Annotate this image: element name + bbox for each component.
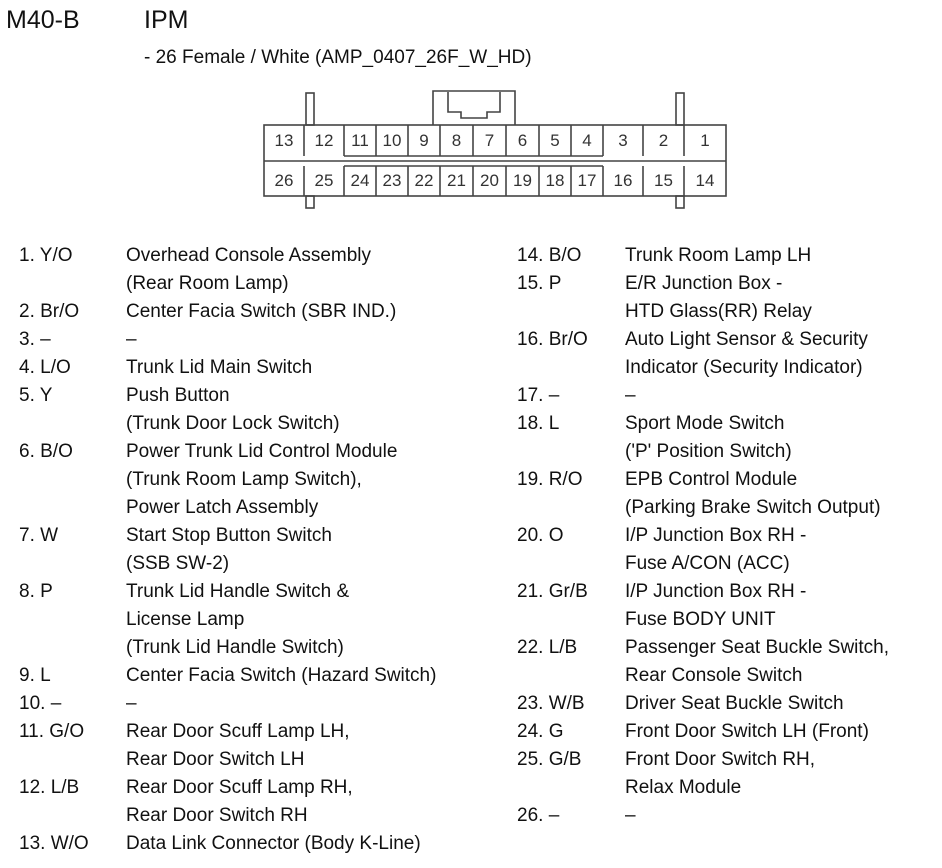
pin-entry bbox=[19, 522, 436, 578]
pin-label: 20. O bbox=[517, 525, 564, 546]
pin-entry bbox=[19, 690, 436, 718]
pin-label: 8. P bbox=[19, 581, 53, 602]
pin-number: 7 bbox=[484, 131, 495, 150]
pin-number: 18 bbox=[545, 171, 565, 190]
pin-label: 2. Br/O bbox=[19, 301, 80, 322]
connector-key-inner bbox=[448, 92, 500, 118]
pin-number: 2 bbox=[658, 131, 669, 150]
pin-entry bbox=[19, 830, 436, 858]
pin-number: 9 bbox=[419, 131, 429, 150]
pin-description bbox=[126, 438, 397, 522]
pin-description bbox=[126, 522, 332, 578]
pin-label: 9. L bbox=[19, 665, 51, 686]
pin-entry bbox=[19, 298, 436, 326]
description-line: HTD Glass(RR) Relay bbox=[625, 301, 812, 322]
pin-description bbox=[625, 802, 636, 830]
pin-label: 16. Br/O bbox=[517, 329, 588, 350]
description-line: Auto Light Sensor & Security bbox=[625, 329, 868, 350]
pin-number: 26 bbox=[274, 171, 294, 190]
pin-number: 22 bbox=[414, 171, 434, 190]
pin-description bbox=[126, 578, 349, 662]
pin-entry bbox=[19, 326, 436, 354]
pin-number: 16 bbox=[613, 171, 633, 190]
description-line: Rear Console Switch bbox=[625, 665, 803, 686]
pin-entry bbox=[517, 634, 889, 690]
pin-entry bbox=[517, 522, 889, 578]
pin-label: 25. G/B bbox=[517, 749, 582, 770]
left-latch bbox=[306, 93, 314, 125]
description-line: E/R Junction Box - bbox=[625, 273, 783, 294]
connector-subtitle: - 26 Female / White (AMP_0407_26F_W_HD) bbox=[144, 47, 532, 68]
pin-label: 7. W bbox=[19, 525, 59, 546]
description-line: – bbox=[126, 693, 137, 714]
pin-number: 20 bbox=[480, 171, 499, 190]
description-line: (Trunk Door Lock Switch) bbox=[126, 413, 340, 434]
description-line: Sport Mode Switch bbox=[625, 413, 785, 434]
pin-description bbox=[625, 522, 806, 578]
pin-label: 17. – bbox=[517, 385, 560, 406]
pin-label: 26. – bbox=[517, 805, 560, 826]
pin-label: 12. L/B bbox=[19, 777, 80, 798]
left-latch-bottom bbox=[306, 196, 314, 208]
pin-label: 23. W/B bbox=[517, 693, 585, 714]
pin-description bbox=[625, 242, 811, 270]
pin-entry bbox=[517, 746, 889, 802]
connector-diagram bbox=[0, 0, 942, 240]
pin-description bbox=[126, 326, 137, 354]
description-line: Trunk Room Lamp LH bbox=[625, 245, 812, 266]
description-line: Front Door Switch RH, bbox=[625, 749, 816, 770]
pin-entry bbox=[19, 578, 436, 662]
description-line: Center Facia Switch (SBR IND.) bbox=[126, 301, 397, 322]
right-latch-bottom bbox=[676, 196, 684, 208]
pin-entry bbox=[517, 690, 889, 718]
description-line: Push Button bbox=[126, 385, 230, 406]
pin-entry bbox=[517, 382, 889, 410]
description-line: Start Stop Button Switch bbox=[126, 525, 332, 546]
pin-number: 23 bbox=[382, 171, 402, 190]
pin-description bbox=[126, 298, 396, 326]
description-line: Fuse BODY UNIT bbox=[625, 609, 776, 630]
description-line: I/P Junction Box RH - bbox=[625, 581, 807, 602]
pin-number: 4 bbox=[582, 131, 592, 150]
pin-description bbox=[625, 746, 815, 802]
description-line: (Trunk Lid Handle Switch) bbox=[126, 637, 344, 658]
pin-entry bbox=[19, 382, 436, 438]
pin-number: 11 bbox=[351, 131, 369, 150]
pin-description bbox=[126, 830, 421, 858]
description-line: Trunk Lid Handle Switch & bbox=[126, 581, 350, 602]
pin-description bbox=[126, 662, 436, 690]
description-line: Rear Door Scuff Lamp LH, bbox=[126, 721, 350, 742]
pin-number: 12 bbox=[314, 131, 334, 150]
description-line: Overhead Console Assembly bbox=[126, 245, 372, 266]
pin-description bbox=[625, 270, 812, 326]
description-line: I/P Junction Box RH - bbox=[625, 525, 807, 546]
pin-description bbox=[625, 326, 868, 382]
pin-description bbox=[126, 774, 353, 830]
description-line: – bbox=[126, 329, 137, 350]
pin-number: 10 bbox=[382, 131, 402, 150]
description-line: ('P' Position Switch) bbox=[625, 441, 792, 462]
pin-description bbox=[625, 690, 844, 718]
component-title: IPM bbox=[144, 6, 189, 34]
description-line: (Trunk Room Lamp Switch), bbox=[126, 469, 362, 490]
pin-description bbox=[625, 382, 636, 410]
pin-entry bbox=[517, 270, 889, 326]
description-line: Indicator (Security Indicator) bbox=[625, 357, 863, 378]
pin-label: 11. G/O bbox=[19, 721, 85, 742]
description-line: Rear Door Scuff Lamp RH, bbox=[126, 777, 353, 798]
pin-label: 14. B/O bbox=[517, 245, 582, 266]
pin-entry bbox=[19, 662, 436, 690]
description-line: Center Facia Switch (Hazard Switch) bbox=[126, 665, 437, 686]
description-line: Relax Module bbox=[625, 777, 742, 798]
description-line: (SSB SW-2) bbox=[126, 553, 230, 574]
description-line: (Parking Brake Switch Output) bbox=[625, 497, 881, 518]
description-line: License Lamp bbox=[126, 609, 245, 630]
pin-label: 5. Y bbox=[19, 385, 53, 406]
pin-description bbox=[126, 242, 371, 298]
description-line: Rear Door Switch LH bbox=[126, 749, 305, 770]
pin-label: 4. L/O bbox=[19, 357, 71, 378]
pin-description bbox=[126, 354, 312, 382]
pin-entry bbox=[517, 802, 889, 830]
pin-entry bbox=[19, 774, 436, 830]
pin-number: 5 bbox=[550, 131, 560, 150]
pin-label: 10. – bbox=[19, 693, 62, 714]
pin-label: 24. G bbox=[517, 721, 564, 742]
pin-label: 1. Y/O bbox=[19, 245, 73, 266]
pin-entry bbox=[517, 326, 889, 382]
description-line: Rear Door Switch RH bbox=[126, 805, 308, 826]
pin-number: 15 bbox=[654, 171, 673, 190]
pin-number: 8 bbox=[451, 131, 462, 150]
pin-entry bbox=[517, 718, 889, 746]
pin-number: 1 bbox=[700, 131, 710, 150]
pin-description bbox=[126, 718, 350, 774]
description-line: – bbox=[625, 805, 636, 826]
pin-entry bbox=[19, 438, 436, 522]
description-line: (Rear Room Lamp) bbox=[126, 273, 289, 294]
pin-label: 19. R/O bbox=[517, 469, 583, 490]
description-line: Fuse A/CON (ACC) bbox=[625, 553, 790, 574]
pin-number: 14 bbox=[695, 171, 715, 190]
pin-label: 6. B/O bbox=[19, 441, 73, 462]
pin-entry bbox=[517, 578, 889, 634]
pin-entry bbox=[517, 410, 889, 466]
description-line: Trunk Lid Main Switch bbox=[126, 357, 313, 378]
pin-list-left bbox=[19, 242, 436, 858]
pin-number: 24 bbox=[350, 171, 370, 190]
pin-description bbox=[625, 634, 889, 690]
pin-entry bbox=[517, 242, 889, 270]
pin-list-right bbox=[517, 242, 889, 830]
description-line: – bbox=[625, 385, 636, 406]
pin-description bbox=[625, 718, 869, 746]
pin-number: 3 bbox=[618, 131, 628, 150]
description-line: Driver Seat Buckle Switch bbox=[625, 693, 844, 714]
right-latch bbox=[676, 93, 684, 125]
pin-description bbox=[126, 382, 340, 438]
description-line: Power Trunk Lid Control Module bbox=[126, 441, 398, 462]
pin-number: 6 bbox=[517, 131, 528, 150]
pin-entry bbox=[19, 718, 436, 774]
pin-entry bbox=[517, 466, 889, 522]
pin-number: 19 bbox=[513, 171, 532, 190]
description-line: Power Latch Assembly bbox=[126, 497, 319, 518]
description-line: Passenger Seat Buckle Switch, bbox=[625, 637, 890, 658]
pin-description bbox=[625, 466, 881, 522]
pin-entry bbox=[19, 354, 436, 382]
pin-entry bbox=[19, 242, 436, 298]
pin-label: 18. L bbox=[517, 413, 560, 434]
description-line: Data Link Connector (Body K-Line) bbox=[126, 833, 421, 854]
pin-description bbox=[625, 410, 792, 466]
description-line: Front Door Switch LH (Front) bbox=[625, 721, 869, 742]
pin-label: 3. – bbox=[19, 329, 51, 350]
pin-number: 17 bbox=[577, 171, 597, 190]
connector-code: M40-B bbox=[6, 6, 80, 34]
pin-description bbox=[126, 690, 137, 718]
pin-number: 25 bbox=[314, 171, 334, 190]
pin-number: 21 bbox=[447, 171, 466, 190]
pin-label: 15. P bbox=[517, 273, 562, 294]
pin-number: 13 bbox=[274, 131, 294, 150]
pin-description bbox=[625, 578, 806, 634]
connector-key bbox=[433, 91, 515, 125]
pin-label: 22. L/B bbox=[517, 637, 578, 658]
description-line: EPB Control Module bbox=[625, 469, 798, 490]
pin-label: 21. Gr/B bbox=[517, 581, 588, 602]
pin-label: 13. W/O bbox=[19, 833, 89, 854]
